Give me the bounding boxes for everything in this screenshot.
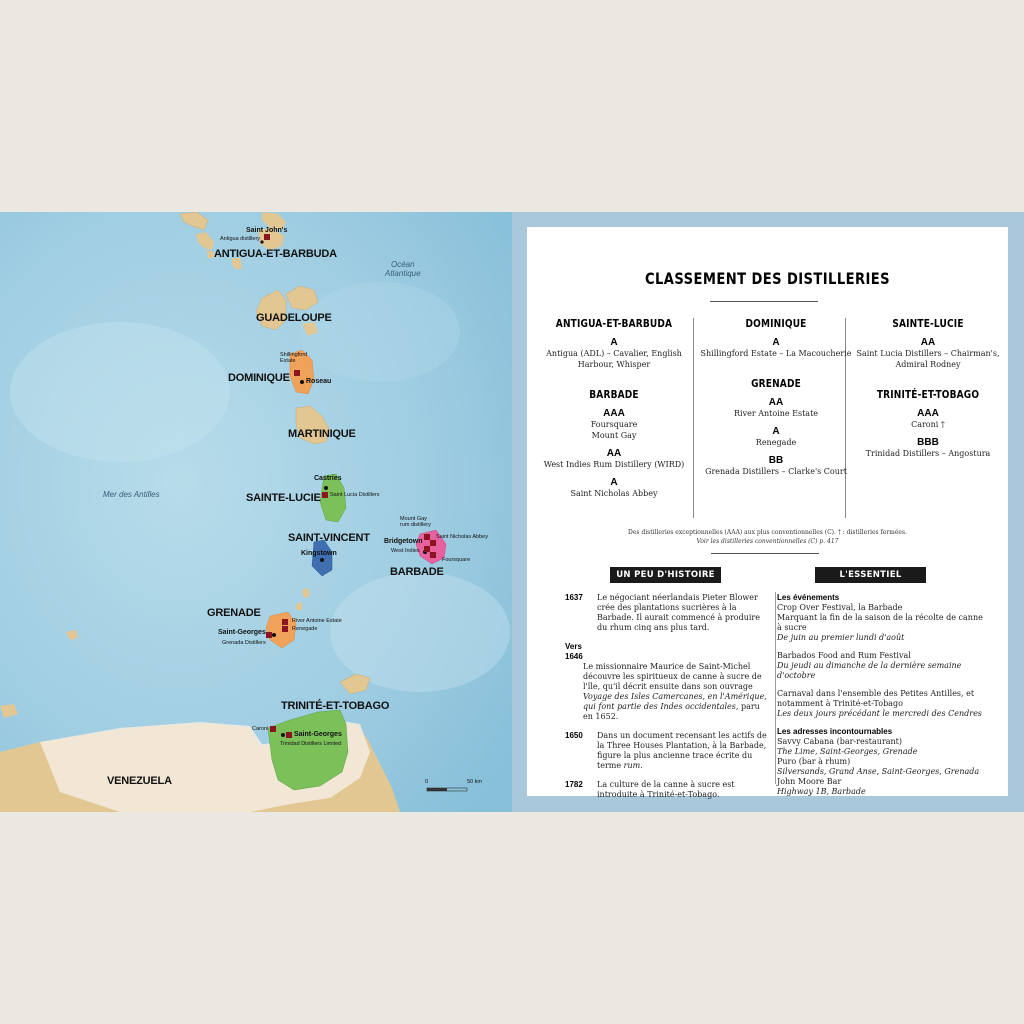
distillery-name: Mount Gay bbox=[591, 431, 637, 440]
events-title: Les événements bbox=[777, 593, 840, 602]
history-title-italic: Voyage des Isles Camercanes, en l'Amérique, qui font partie des Indes occidentales bbox=[583, 692, 767, 711]
page-title: CLASSEMENT DES DISTILLERIES bbox=[644, 269, 891, 288]
addresses-list bbox=[777, 737, 987, 797]
rating-grade: AAA bbox=[603, 408, 625, 419]
distillery-name: Caroni † bbox=[911, 420, 945, 429]
event-item bbox=[777, 651, 987, 681]
addresses-title: Les adresses incontournables bbox=[777, 727, 893, 736]
caribbean-map bbox=[0, 212, 512, 812]
history-event bbox=[565, 731, 771, 771]
label-barbade: BARBADE bbox=[390, 566, 444, 578]
distillery-marker bbox=[264, 234, 270, 240]
label-castries: Castries bbox=[314, 475, 342, 482]
rating-grade: AA bbox=[606, 448, 622, 459]
history-divider bbox=[775, 592, 776, 784]
rating-legend-line2: Voir les distilleries conventionnelles (C) p. 417 bbox=[696, 538, 839, 545]
history-text: La culture de la canne à sucre est introduite à Trinité-et-Tobago. bbox=[597, 780, 735, 799]
sea-wash bbox=[10, 322, 230, 462]
label-west-indies: West Indies bbox=[391, 548, 420, 554]
region-name: DOMINIQUE bbox=[745, 317, 807, 330]
address-item bbox=[777, 777, 987, 797]
capital-dot bbox=[324, 486, 328, 490]
rating-grade: A bbox=[772, 426, 780, 437]
event-date: Les deux jours précédant le mercredi des Cendres bbox=[777, 709, 982, 718]
label-antigua-et-barbuda: ANTIGUA-ET-BARBUDA bbox=[214, 248, 337, 260]
distillery-marker bbox=[430, 552, 436, 558]
distillery-name: Saint Nicholas Abbey bbox=[570, 489, 658, 498]
label-mount-gay: Mount Gay rum distillery bbox=[400, 516, 431, 528]
label-kingstown: Kingstown bbox=[301, 550, 337, 557]
address-item bbox=[777, 737, 987, 757]
section-divider bbox=[711, 553, 819, 554]
address-place: The Lime, Saint-Georges, Grenade bbox=[777, 747, 918, 756]
label-saint-georges-grenade: Saint-Georges bbox=[218, 629, 266, 636]
rating-grade: BBB bbox=[917, 437, 939, 448]
label-ocean-line1: Océan bbox=[391, 260, 415, 269]
history-text: Le négociant néerlandais Pieter Blower crée des plantations sucrières à la Barbade. Il aurait commencé à produire du rhum cinq ans plus tard. bbox=[597, 593, 760, 632]
scale-start-label: 0 bbox=[425, 779, 429, 785]
address-place: Highway 1B, Barbade bbox=[777, 787, 866, 796]
book-spread bbox=[0, 212, 1024, 812]
distillery-name: West Indies Rum Distillery (WIRD) bbox=[543, 460, 685, 469]
distillery-marker bbox=[286, 732, 292, 738]
label-saint-vincent: SAINT-VINCENT bbox=[288, 532, 370, 544]
label-roseau: Roseau bbox=[306, 378, 332, 385]
classement-column bbox=[535, 313, 693, 499]
address-name: John Moore Bar bbox=[777, 777, 842, 786]
history-text: Dans un document recensant les actifs de la Three Houses Plantation, à la Barbade, figure la plus ancienne trace écrite du terme rum. bbox=[597, 731, 767, 770]
label-saint-lucia-distillers: Saint Lucia Distillers bbox=[330, 492, 380, 498]
rating-group bbox=[535, 408, 693, 441]
rating-group bbox=[697, 426, 855, 448]
label-grenade: GRENADE bbox=[207, 607, 261, 619]
sea-wash bbox=[330, 572, 510, 692]
label-saint-georges-trinidad: Saint-Georges bbox=[294, 731, 342, 738]
region-name: TRINITÉ-ET-TOBAGO bbox=[876, 388, 980, 401]
label-ocean bbox=[385, 260, 421, 278]
distillery-name: Shillingford Estate – La Macoucherie bbox=[700, 349, 852, 358]
essentials-section bbox=[777, 593, 987, 797]
label-river-antoine-estate: River Antoine Estate bbox=[292, 618, 342, 624]
rating-grade: AA bbox=[768, 397, 784, 408]
right-page bbox=[512, 212, 1024, 812]
distillery-name: Saint Lucia Distillers – Chairman's, Admiral Rodney bbox=[856, 349, 1000, 369]
history-title-italic: rum bbox=[623, 761, 641, 770]
rating-grade: BB bbox=[768, 455, 784, 466]
label-antigua-distillery: Antigua distillery bbox=[220, 236, 261, 242]
label-venezuela: VENEZUELA bbox=[107, 775, 172, 787]
rating-group bbox=[697, 337, 855, 359]
sea-wash bbox=[300, 282, 460, 382]
distillery-marker bbox=[322, 492, 328, 498]
event-text: Barbados Food and Rum Festival bbox=[777, 651, 911, 660]
rating-grade: AA bbox=[920, 337, 936, 348]
events-list bbox=[777, 603, 987, 719]
distillery-marker bbox=[282, 619, 288, 625]
region-block bbox=[535, 388, 693, 499]
event-text: Carnaval dans l'ensemble des Petites Antilles, et notamment à Trinité-et-Tobago bbox=[777, 689, 975, 708]
distillery-name: Foursquare bbox=[590, 420, 638, 429]
label-saint-nicholas-abbey: Saint Nicholas Abbey bbox=[436, 534, 488, 540]
distillery-name: Renegade bbox=[755, 438, 797, 447]
label-ocean-line2: Atlantique bbox=[385, 269, 421, 278]
label-renegade: Renegade bbox=[292, 626, 318, 632]
distillery-name: Antigua (ADL) – Cavalier, English Harbour, Whisper bbox=[546, 349, 682, 369]
address-name: Savvy Cabana (bar-restaurant) bbox=[777, 737, 903, 746]
distillery-marker bbox=[424, 546, 430, 552]
region-name: ANTIGUA-ET-BARBUDA bbox=[555, 317, 673, 330]
history-header: UN PEU D'HISTOIRE bbox=[610, 567, 721, 583]
label-foursquare: Foursquare bbox=[442, 557, 471, 563]
capital-dot bbox=[320, 558, 324, 562]
map-canvas bbox=[0, 212, 512, 812]
column-divider bbox=[693, 318, 694, 518]
distillery-name: Trinidad Distillers – Angostura bbox=[865, 449, 991, 458]
label-bridgetown: Bridgetown bbox=[384, 538, 423, 545]
label-dominique: DOMINIQUE bbox=[228, 372, 290, 384]
capital-dot bbox=[300, 380, 304, 384]
label-shillingford-estate: Shillingford Estate bbox=[280, 352, 308, 364]
history-section bbox=[565, 593, 771, 809]
label-guadeloupe: GUADELOUPE bbox=[256, 312, 332, 324]
address-name: Puro (bar à rhum) bbox=[777, 757, 851, 766]
rating-group bbox=[535, 448, 693, 470]
rating-group bbox=[535, 477, 693, 499]
rating-group bbox=[849, 408, 1007, 430]
region-block bbox=[849, 388, 1007, 459]
classement-column bbox=[697, 313, 855, 477]
label-trinite-et-tobago: TRINITÉ-ET-TOBAGO bbox=[281, 700, 390, 712]
history-text: Le missionnaire Maurice de Saint-Michel découvre les spiritueux de canne à sucre de l'île, qu'il décrit ensuite dans son ouvrage Voyage des Isles Camercanes, en l'Amérique, qui font partie des Indes occidentales, paru en 1652. bbox=[583, 662, 767, 721]
event-item bbox=[777, 689, 987, 719]
label-grenada-distillers: Grenada Distillers bbox=[222, 640, 266, 646]
region-block bbox=[535, 317, 693, 370]
scale-bar-fill bbox=[427, 788, 447, 791]
history-year: 1637 bbox=[565, 593, 583, 602]
distillery-marker bbox=[294, 370, 300, 376]
history-event bbox=[565, 642, 771, 722]
region-block bbox=[697, 377, 855, 477]
essentials-header: L'ESSENTIEL bbox=[815, 567, 926, 583]
rating-grade: AAA bbox=[917, 408, 939, 419]
label-trinidad-distillers: Trinidad Distillers Limited bbox=[280, 741, 342, 747]
history-year: Vers 1646 bbox=[565, 642, 583, 661]
event-text: Crop Over Festival, la Barbade bbox=[777, 603, 903, 612]
rating-group bbox=[697, 397, 855, 419]
rating-grade: A bbox=[772, 337, 780, 348]
distillery-marker bbox=[282, 626, 288, 632]
region-name: BARBADE bbox=[589, 388, 639, 401]
region-block bbox=[849, 317, 1007, 370]
rating-legend-line1: Des distilleries exceptionnelles (AAA) aux plus conventionnelles (C). † : distilleries fermées. bbox=[628, 529, 907, 536]
history-year: 1650 bbox=[565, 731, 583, 740]
label-caroni: Caroni bbox=[252, 726, 269, 732]
address-item bbox=[777, 757, 987, 777]
capital-dot bbox=[281, 733, 285, 737]
event-date: De juin au premier lundi d'août bbox=[777, 633, 905, 642]
rating-grade: A bbox=[610, 337, 618, 348]
region-name: GRENADE bbox=[751, 377, 801, 390]
event-item bbox=[777, 603, 987, 643]
rating-grade: A bbox=[610, 477, 618, 488]
history-event bbox=[565, 593, 771, 633]
title-divider bbox=[710, 301, 818, 302]
info-card bbox=[527, 227, 1008, 799]
capital-dot bbox=[260, 240, 263, 243]
distillery-marker bbox=[430, 540, 436, 546]
label-mer-des-antilles: Mer des Antilles bbox=[103, 490, 160, 499]
capital-dot bbox=[272, 633, 276, 637]
rating-group bbox=[849, 437, 1007, 459]
event-text: Marquant la fin de la saison de la récolte de canne à sucre bbox=[777, 613, 983, 632]
distillery-marker bbox=[424, 534, 430, 540]
distillery-name: Grenada Distillers – Clarke's Court bbox=[705, 467, 847, 476]
rating-legend bbox=[527, 528, 1008, 546]
label-sainte-lucie: SAINTE-LUCIE bbox=[246, 492, 321, 504]
event-date: Du jeudi au dimanche de la dernière semaine d'octobre bbox=[777, 661, 962, 680]
region-name: SAINTE-LUCIE bbox=[892, 317, 964, 330]
rating-group bbox=[535, 337, 693, 370]
rating-group bbox=[849, 337, 1007, 370]
rating-group bbox=[697, 455, 855, 477]
history-event bbox=[565, 780, 771, 800]
distillery-marker bbox=[266, 632, 272, 638]
distillery-name: River Antoine Estate bbox=[733, 409, 819, 418]
label-saint-johns: Saint John's bbox=[246, 227, 288, 234]
region-block bbox=[697, 317, 855, 359]
scale-end-label: 50 km bbox=[467, 779, 482, 785]
address-place: Silversands, Grand Anse, Saint-Georges, Grenada bbox=[777, 767, 980, 776]
history-year: 1782 bbox=[565, 780, 583, 789]
label-martinique: MARTINIQUE bbox=[288, 428, 356, 440]
classement-column bbox=[849, 313, 1007, 459]
distillery-marker bbox=[270, 726, 276, 732]
